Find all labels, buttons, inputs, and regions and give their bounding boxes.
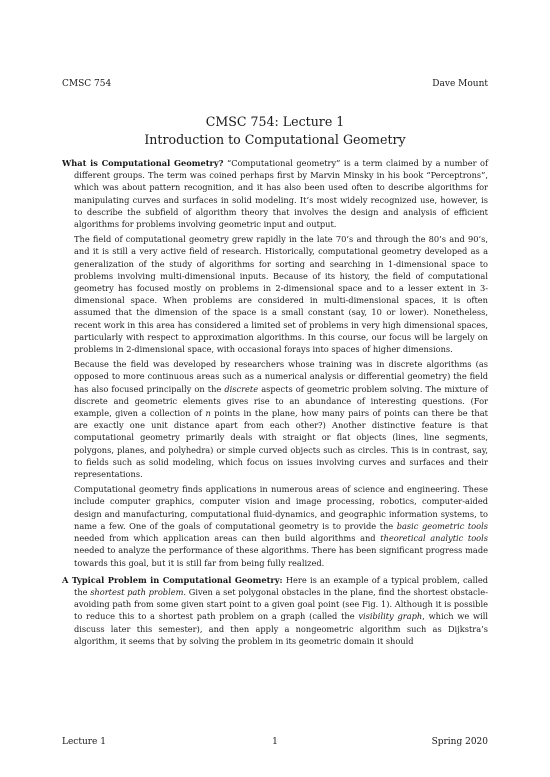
page-number: 1 bbox=[272, 737, 278, 747]
title-line-1: CMSC 754: Lecture 1 bbox=[205, 114, 345, 129]
emphasis-text: visibility graph bbox=[358, 611, 423, 622]
paragraph: The field of computational geometry grew rapidly in the late 70’s and through the 80’s and 90’s, and it is still a very active field of research. Historically, computational geometry developed as a generalization of the study of algorithms for sorting and searching in 1-dimensional space to problems involving multi-dimensional inputs. Because of its history, the field of computational geometry has focused mostly on problems in 2-dimensional space and to a lesser extent in 3-dimensional space. When problems are considered in multi-dimensional spaces, it is often assumed that the dimension of the space is a small constant (say, 10 or lower). Nonetheless, recent work in this area has considered a limited set of problems in very high dimensional spaces, particularly with respect to approximation algorithms. In this course, our focus will be largely on problems in 2-dimensional space, with occasional forays into spaces of higher dimensions. bbox=[74, 234, 488, 355]
section-what-is-cg bbox=[62, 157, 488, 230]
paragraph-text: , which we will discuss later this semester), and then apply a nongeometric algorithm such as Dijkstra’s algorithm, it seems that by solving the problem in its geometric domain it should bbox=[74, 611, 489, 646]
paragraph bbox=[74, 483, 488, 568]
paragraph-text: Because the field was developed by researchers whose training was in discrete algorithms (as opposed to more continuous areas such as a numerical analysis or differential geometry) the field has also focused principally on the bbox=[74, 359, 488, 394]
page-footer bbox=[62, 737, 488, 747]
paragraph-text: Here is an example of a typical problem, called the bbox=[74, 574, 489, 597]
paragraph-text: points in the plane, how many pairs of points can there be that are exactly one unit distance apart from each other?) Another distinctive feature is that computational geometry primarily deals with straight or flat objects (lines, line segments, polygons, planes, and polyhedra) or simple curved objects such as circles. This is in contrast, say, to fields such as solid modeling, which focus on issues involving curves and surfaces and their representations. bbox=[74, 408, 488, 480]
page-header bbox=[62, 79, 488, 89]
header-course: CMSC 754 bbox=[62, 79, 112, 89]
emphasis-text: shortest path problem bbox=[90, 586, 184, 597]
footer-lecture: Lecture 1 bbox=[62, 737, 106, 747]
paragraph bbox=[74, 358, 488, 480]
section-typical-problem bbox=[62, 574, 488, 647]
paragraph-text: Computational geometry finds applications in numerous areas of science and engineering. These include computer graphics, computer vision and image processing, robotics, computer-aided design and manufacturing, computational fluid-dynamics, and geographic information systems, to name a few. One of the goals of computational geometry is to provide the bbox=[74, 484, 488, 531]
header-author: Dave Mount bbox=[432, 79, 488, 89]
emphasis-text: basic geometric tools bbox=[396, 520, 488, 531]
paragraph-text: aspects of geometric problem solving. The mixture of discrete and geometric elements gives rise to an abundance of interesting questions. (For example, given a collection of bbox=[74, 383, 488, 419]
footer-term: Spring 2020 bbox=[431, 737, 488, 747]
document-body bbox=[62, 157, 488, 647]
section-heading: A Typical Problem in Computational Geometry: bbox=[62, 574, 283, 585]
math-variable: n bbox=[205, 408, 211, 419]
section-heading: What is Computational Geometry? bbox=[62, 158, 224, 168]
emphasis-text: theoretical analytic tools bbox=[380, 533, 489, 544]
lecture-title bbox=[62, 113, 488, 149]
paragraph-text: . Given a set polygonal obstacles in the plane, find the shortest obstacle-avoiding path from some given start point to a given goal point (see Fig. 1). Although it is possible to reduce this to a shortest path problem on a graph (called the bbox=[74, 586, 488, 622]
paragraph-text: needed to analyze the performance of these algorithms. There has been significant progress made towards this goal, but it is still far from being fully realized. bbox=[74, 545, 488, 568]
paragraph-text: needed from which application areas can then build algorithms and bbox=[74, 533, 381, 544]
paragraph-text: “Computational geometry” is a term claimed by a number of different groups. The term was coined perhaps first by Marvin Minsky in his book “Perceptrons”, which was about pattern recognition, and it has also been used often to describe algorithms for manipulating curves and surfaces in solid modeling. It’s most widely recognized use, however, is to describe the subfield of algorithm theory that involves the design and analysis of efficient algorithms for problems involving geometric input and output. bbox=[74, 158, 489, 230]
title-line-2: Introduction to Computational Geometry bbox=[144, 132, 406, 147]
emphasis-text: discrete bbox=[224, 383, 259, 394]
